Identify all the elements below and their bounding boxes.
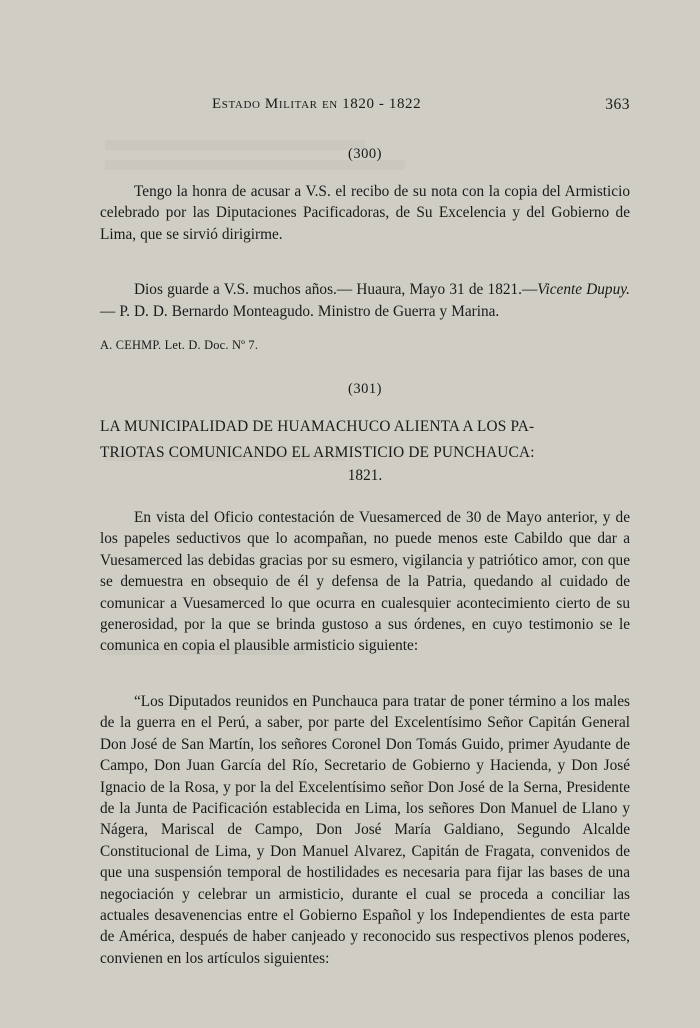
document-301-heading-year: 1821.: [347, 467, 383, 485]
document-301-heading-line1: LA MUNICIPALIDAD DE HUAMACHUCO ALIENTA A LOS PA-: [100, 418, 535, 436]
page-number: 363: [605, 96, 630, 113]
document-300-paragraph-2: [100, 279, 630, 322]
document-number-300: (300): [348, 146, 382, 162]
document-301-heading-line2: TRIOTAS COMUNICANDO EL ARMISTICIO DE PUNCHAUCA:: [100, 443, 535, 461]
running-head: [100, 96, 630, 116]
signatory-name: Vicente Dupuy.: [537, 281, 630, 299]
paragraph-gap: [100, 261, 630, 279]
document-300-paragraph-1: Tengo la honra de acusar a V.S. el recibo de su nota con la copia del Armisticio celebrado por las Diputaciones Pacificadoras, de Su Excelencia y del Gobierno de Lima, que se sirvió dirigirme.: [100, 183, 630, 243]
document-301-paragraph-2: “Los Diputados reunidos en Punchauca para tratar de poner término a los males de la guerra en el Perú, a saber, por parte del Excelentísimo Señor Capitán General Don José de San Martín, los señores Coronel Don Tomás Guido, primer Ayudante de Campo, Don Juan García del Río, Secretario de Gobierno y Hacienda, y Don José Ignacio de la Rosa, y por la del Excelentísimo señor Don José de la Serna, Presidente de la Junta de Pacificación establecida en Lima, los señores Don Manuel de Llano y Nágera, Mariscal de Campo, Don José María Galdiano, Segundo Alcalde Constitucional de Lima, y Don Manuel Alvarez, Capitán de Fragata, convenidos de que una suspensión temporal de hostilidades es necesaria para fijar las bases de una negociación y celebrar un armisticio, durante el cual se proceda a conciliar las actuales desavenencias entre el Gobierno Español y los Independientes de esta parte de América, después de haber canjeado y reconocido sus respectivos plenos poderes, convienen en los artículos siguientes:: [100, 692, 630, 967]
section-gap: [100, 353, 630, 381]
page-content: [100, 96, 630, 985]
document-number-301: (301): [348, 381, 382, 398]
document-300-source-note: A. CEHMP. Let. D. Doc. Nº 7.: [100, 338, 259, 353]
closing-text-before-signature: Dios guarde a V.S. muchos años.— Huaura, Mayo 31 de 1821.—Vicente Dupuy.— P. D. D. Bernardo Monteagudo. Ministro de Guerra y Marina.: [100, 281, 630, 320]
document-301-paragraph-1: En vista del Oficio contestación de Vuesamerced de 30 de Mayo anterior, y de los papeles seductivos que lo acompañan, no puede menos este Cabildo que dar a Vuesamerced las debidas gracias por su esmero, vigilancia y patriótico amor, con que se demuestra en obsequio de él y defensa de la Patria, quedando al cuidado de comunicar a Vuesamerced lo que ocurra en cualesquier acontecimiento cierto de su generosidad, por la que se brinda gustoso a sus órdenes, en cuyo testimonio se le comunica en copia el plausible armisticio siguiente:: [100, 509, 630, 655]
paragraph-gap-2: [100, 673, 630, 691]
running-head-title: Estado Militar en 1820 - 1822: [212, 96, 422, 112]
